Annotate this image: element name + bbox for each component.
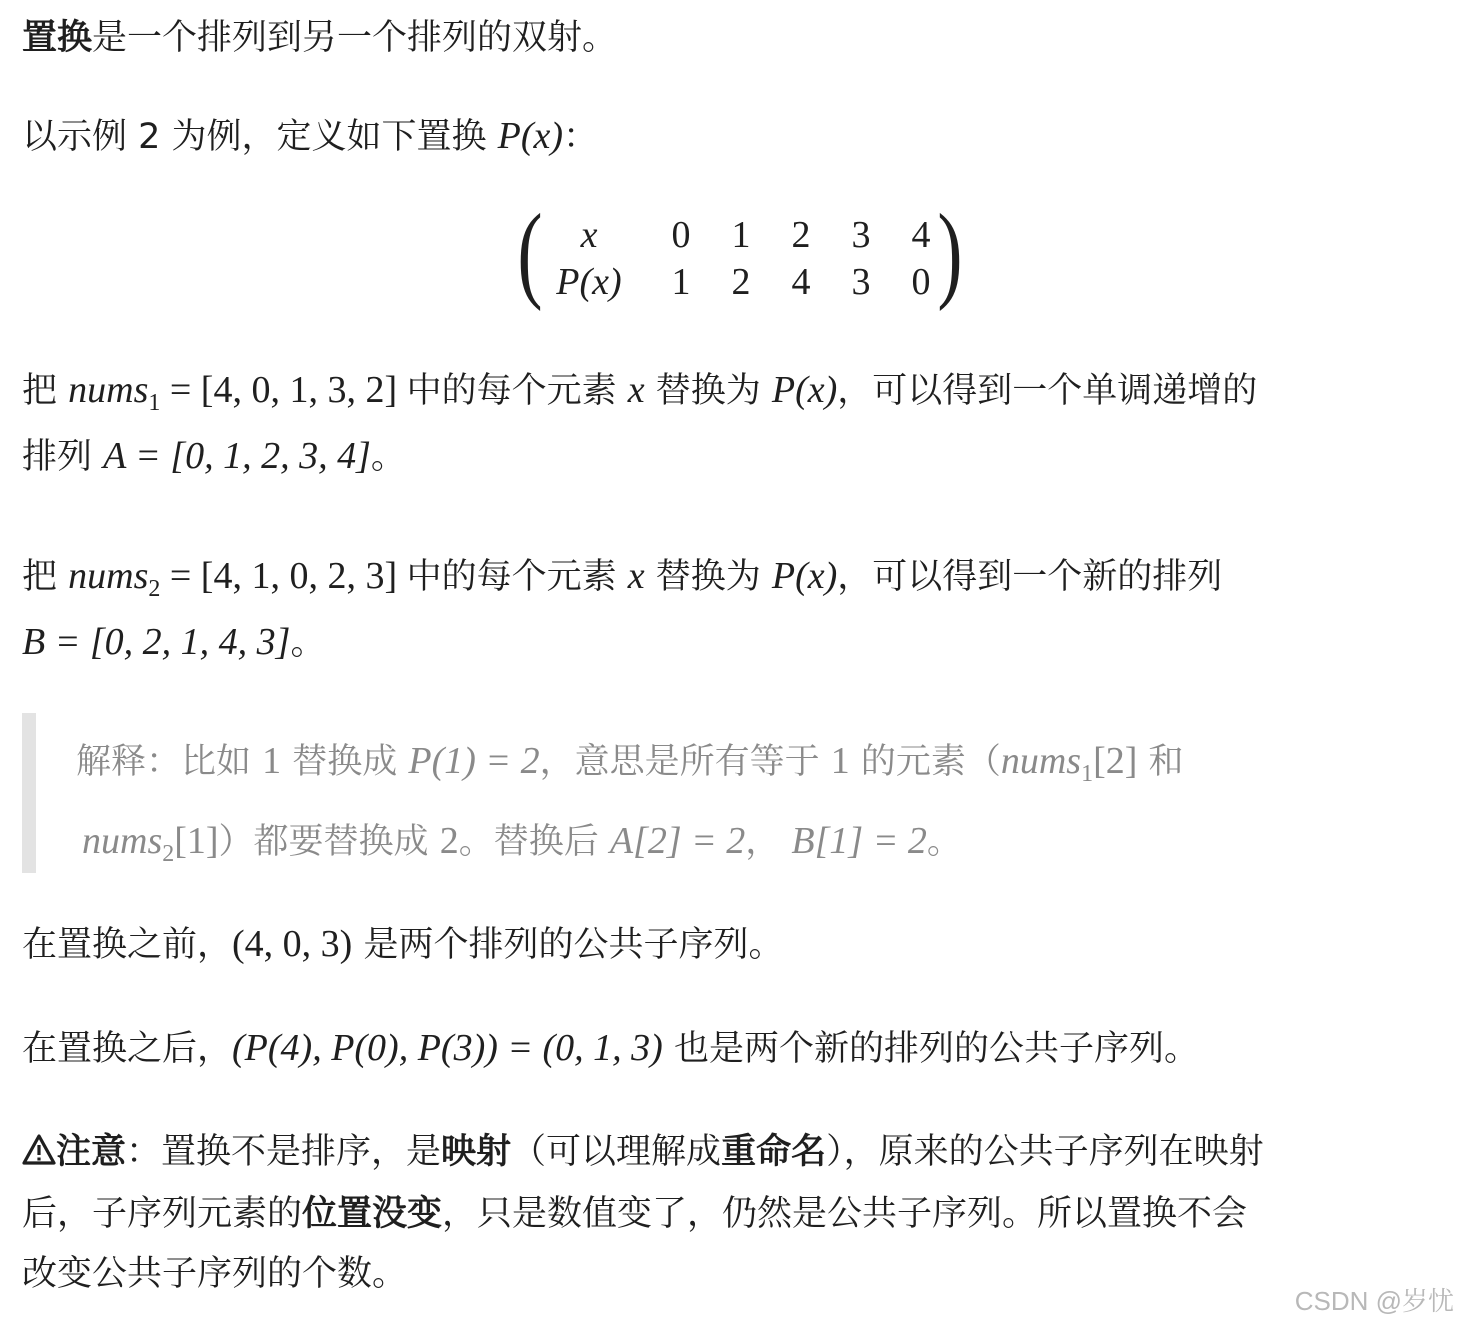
- math: P(1) = 2: [408, 740, 540, 782]
- math: 1: [262, 740, 282, 782]
- left-paren: (: [517, 193, 543, 312]
- text: 中的每个元素: [406, 557, 628, 597]
- text: ，可以得到一个单调递增的: [837, 371, 1258, 411]
- right-paren: ): [937, 193, 963, 312]
- paragraph-nums2-line2: [22, 618, 325, 667]
- quote-line-2: [82, 817, 962, 878]
- text: 后，子序列元素的: [22, 1194, 303, 1234]
- matrix-cell: 1: [731, 214, 751, 256]
- text: 是两个排列的公共子序列。: [352, 925, 784, 965]
- paragraph-example-intro: [22, 112, 598, 161]
- text: 。替换后: [458, 822, 610, 862]
- text: ，可以得到一个新的排列: [837, 557, 1223, 597]
- paragraph-before: [22, 920, 783, 969]
- text: 在置换之后，: [22, 1029, 233, 1069]
- matrix-cell: 2: [731, 261, 751, 303]
- permutation-matrix: [517, 193, 963, 315]
- text: 替换为: [644, 557, 772, 597]
- math-subscript: 1: [148, 390, 161, 416]
- paragraph-nums1-line1: [22, 366, 1257, 427]
- math-px: P(x): [771, 369, 838, 411]
- text: 的元素（: [849, 742, 1001, 782]
- text: ：置换不是排序，是: [126, 1132, 442, 1172]
- math: A[2] = 2: [609, 820, 746, 862]
- paragraph-nums2-line1: [22, 552, 1222, 613]
- text: 和: [1137, 742, 1184, 782]
- bold-text: 映射: [441, 1132, 512, 1172]
- matrix-cell: 0: [671, 214, 691, 256]
- math-array: = [4, 0, 1, 3, 2]: [160, 369, 407, 411]
- text: 替换成: [281, 742, 409, 782]
- text: ），原来的公共子序列在映射: [826, 1132, 1264, 1172]
- matrix-cell: 0: [911, 261, 931, 303]
- paragraph-definition: [22, 14, 617, 62]
- bold-text: 重命名: [721, 1132, 827, 1172]
- math-x: x: [627, 555, 645, 597]
- matrix-cell: 3: [851, 214, 871, 256]
- text: 也是两个新的排列的公共子序列。: [662, 1029, 1199, 1069]
- text: 。: [926, 822, 962, 862]
- math-px: P(x): [771, 555, 838, 597]
- math-px: P(x): [497, 115, 564, 157]
- matrix-cell: 3: [851, 261, 871, 303]
- intro-tail: ：: [563, 117, 599, 157]
- bold-text: 位置没变: [302, 1194, 443, 1234]
- math-var-nums: nums: [68, 555, 149, 597]
- term-permutation: 置换: [22, 18, 93, 58]
- note-line-2: [22, 1190, 1247, 1238]
- math-subscript: 1: [1081, 761, 1094, 787]
- warning-icon: [22, 1133, 56, 1167]
- math-tuple: (P(4), P(0), P(3)) = (0, 1, 3): [232, 1027, 663, 1069]
- math-array-b: B = [0, 2, 1, 4, 3]: [22, 621, 291, 663]
- matrix-cell: 4: [911, 214, 931, 256]
- matrix-row1-head: x: [580, 214, 598, 256]
- note-label: 注意: [56, 1132, 127, 1172]
- text: 把: [22, 557, 69, 597]
- matrix-row2-head: P(x): [556, 261, 622, 303]
- matrix-cell: 1: [671, 261, 691, 303]
- text: ）都要替换成: [218, 822, 440, 862]
- text: 在置换之前，: [22, 925, 233, 965]
- text: ，: [745, 822, 792, 862]
- text: 。: [290, 623, 326, 663]
- definition-text: 是一个排列到另一个排列的双射。: [92, 18, 618, 58]
- text: 解释：比如: [76, 742, 263, 782]
- text: ，意思是所有等于: [539, 742, 831, 782]
- math-x: x: [627, 369, 645, 411]
- math: 1: [830, 740, 850, 782]
- math-subscript: 2: [148, 576, 161, 602]
- text: 替换为: [644, 371, 772, 411]
- math-tuple: (4, 0, 3): [232, 923, 353, 965]
- math-var-nums: nums: [68, 369, 149, 411]
- note-line-1: [22, 1128, 1264, 1176]
- intro-text: 以示例 2 为例，定义如下置换: [22, 117, 498, 157]
- text: ，只是数值变了，仍然是公共子序列。所以置换不会: [442, 1194, 1248, 1234]
- math: nums: [82, 820, 163, 862]
- math: B[1] = 2: [791, 820, 927, 862]
- watermark: CSDN @岁忧: [1294, 1286, 1454, 1316]
- paragraph-after: [22, 1024, 1199, 1073]
- text: （可以理解成: [511, 1132, 722, 1172]
- paragraph-nums1-line2: [22, 432, 406, 481]
- math: 2: [439, 820, 459, 862]
- text: 改变公共子序列的个数。: [22, 1254, 408, 1294]
- text: 中的每个元素: [406, 371, 628, 411]
- quote-line-1: [76, 737, 1184, 798]
- matrix-cell: 2: [791, 214, 811, 256]
- math: nums: [1000, 740, 1082, 782]
- blockquote-bar: [22, 713, 36, 873]
- math-array: = [4, 1, 0, 2, 3]: [160, 555, 407, 597]
- math-array-a: A = [0, 1, 2, 3, 4]: [103, 435, 371, 477]
- note-line-3: [22, 1250, 407, 1298]
- blockquote-explanation: [22, 713, 1442, 873]
- math-subscript: 2: [162, 841, 175, 867]
- text: 。: [370, 437, 406, 477]
- math: [2]: [1093, 740, 1138, 782]
- text: 把: [22, 371, 69, 411]
- text: 排列: [22, 437, 104, 477]
- math: [1]: [174, 820, 219, 862]
- matrix-cell: 4: [791, 261, 811, 303]
